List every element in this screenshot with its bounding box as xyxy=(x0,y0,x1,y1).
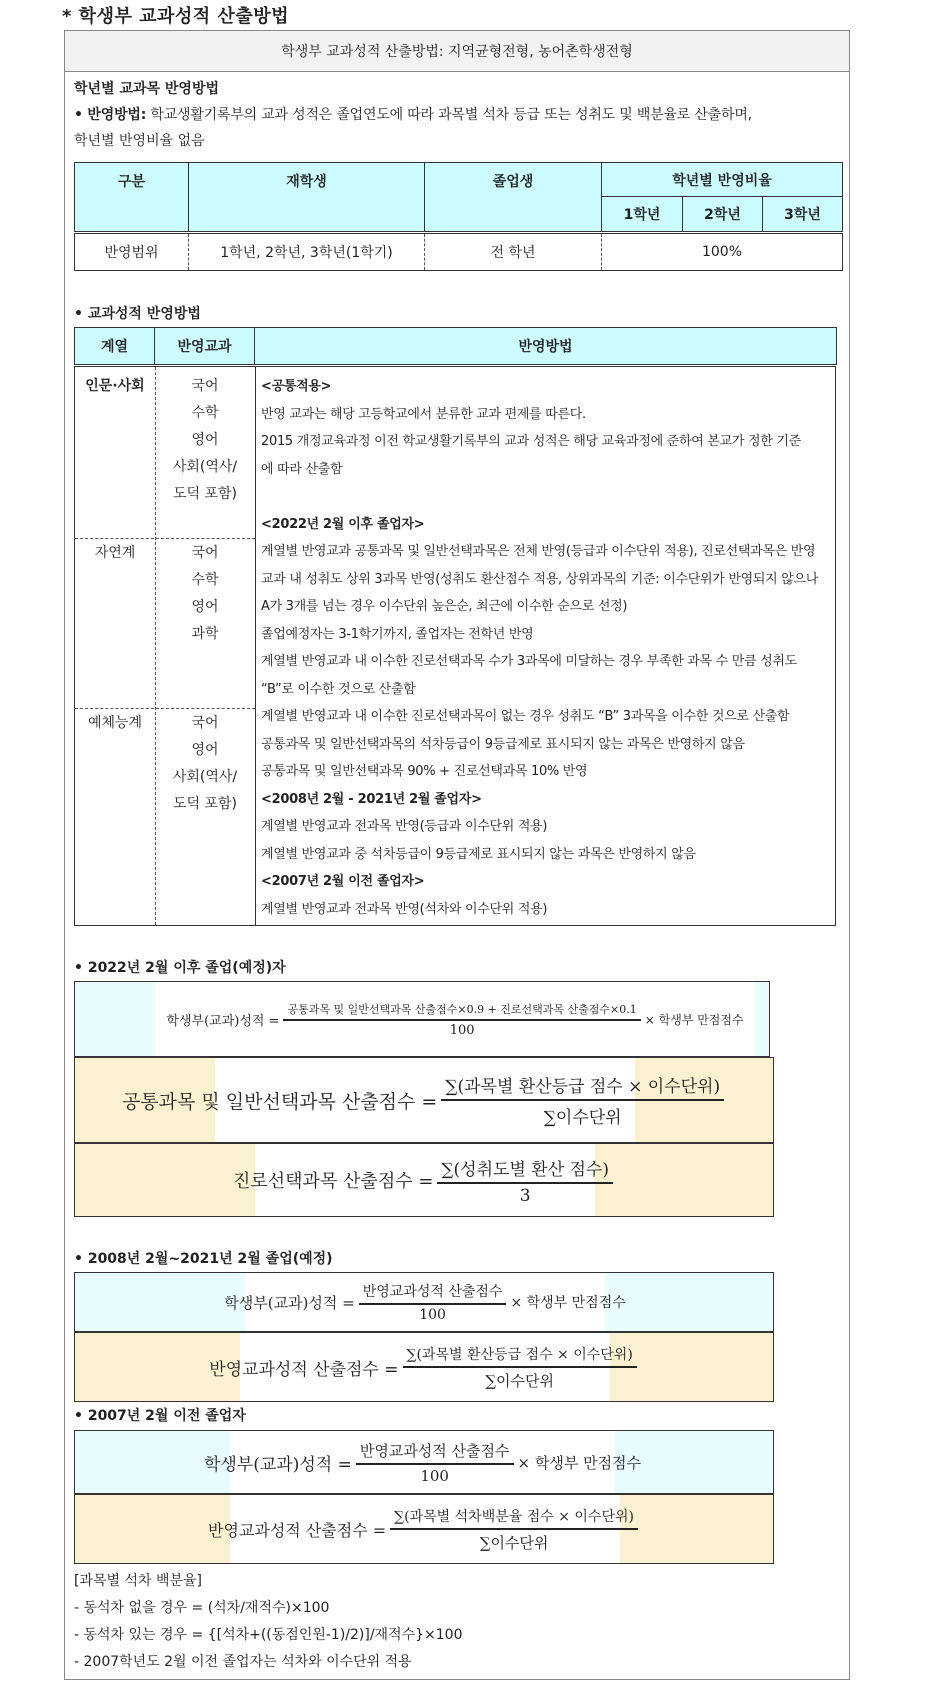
formula-tail: × 학생부 만점점수 xyxy=(644,1012,744,1027)
subject: 국어 xyxy=(191,378,219,394)
method-line: 계열별 반영교과 전과목 반영(등급과 이수단위 적용) xyxy=(261,819,548,834)
method-line: 2015 개정교육과정 이전 학교생활기록부의 교과 성적은 해당 교육과정에 준하여 본교가 정한 기준 xyxy=(261,434,801,449)
formula-reflect xyxy=(209,1333,633,1401)
subject: 영어 xyxy=(191,432,219,448)
page-title: * 학생부 교과성적 산출방법 xyxy=(62,6,289,27)
method-table-header xyxy=(74,327,837,365)
formula-common xyxy=(121,1058,721,1142)
formula-fraction xyxy=(390,1506,638,1553)
section1-bullet xyxy=(74,102,844,128)
subjects-column xyxy=(155,367,256,925)
formula-denominator: ∑이수단위 xyxy=(485,1371,554,1390)
formula-fraction xyxy=(283,1001,640,1038)
row-label: 반영범위 xyxy=(75,234,189,271)
formula-box xyxy=(74,1143,774,1217)
formula-denominator: 100 xyxy=(449,1022,475,1038)
method-line: 공통과목 및 일반선택과목 90% + 진로선택과목 10% 반영 xyxy=(261,764,588,779)
method-line: 계열별 반영교과 전과목 반영(석차와 이수단위 적용) xyxy=(261,901,548,917)
method-table-body xyxy=(74,366,836,926)
col-track: 계열 xyxy=(75,328,155,365)
formula-total xyxy=(203,1431,642,1493)
formula-numerator: ∑(과목별 석차백분율 점수 × 이수단위) xyxy=(390,1506,638,1530)
bullet-text: 학교생활기록부의 교과 성적은 졸업연도에 따라 과목별 석차 등급 또는 성취도 및 백분율로 산출하며, xyxy=(146,107,752,123)
formula-denominator: 100 xyxy=(420,1466,449,1485)
formula-denominator: 100 xyxy=(419,1307,446,1323)
formula-box xyxy=(74,1430,774,1494)
formula-lhs: 학생부(교과)성적 = xyxy=(224,1293,355,1312)
method-line: A가 3개를 넘는 경우 이수단위 높은순, 최근에 이수한 순으로 선정) xyxy=(261,599,628,614)
formula-box xyxy=(74,981,770,1057)
ratio-table-body xyxy=(74,233,843,271)
formula-denominator: ∑이수단위 xyxy=(479,1533,549,1552)
col-current: 재학생 xyxy=(189,163,425,232)
track-separator xyxy=(75,708,255,709)
subject: 영어 xyxy=(191,599,219,615)
track-name: 자연계 xyxy=(94,545,136,561)
note-line: [과목별 석차 백분율] xyxy=(74,1573,203,1589)
subject: 도덕 포함) xyxy=(172,486,237,502)
method-line: 교과 내 성취도 상위 3과목 반영(성취도 환산점수 적용, 상위과목의 기준: 이수단위가 반영되지 않으나 xyxy=(261,571,818,587)
formula-fraction xyxy=(356,1440,514,1485)
subject: 과학 xyxy=(191,626,219,642)
col-g3: 3학년 xyxy=(763,197,843,232)
col-ratio: 학년별 반영비율 xyxy=(602,163,843,197)
method-line xyxy=(261,483,835,511)
subject: 국어 xyxy=(191,545,219,561)
method-line: “B”로 이수한 것으로 산출함 xyxy=(261,681,416,697)
subject: 수학 xyxy=(191,572,219,588)
formula-lhs: 반영교과성적 산출점수 = xyxy=(208,1520,387,1540)
method-line: <공통적용> xyxy=(261,379,332,394)
formula-box xyxy=(74,1332,774,1402)
subject: 영어 xyxy=(191,742,219,758)
col-method: 반영방법 xyxy=(255,328,837,365)
bullet-label: • 반영방법: xyxy=(74,107,147,123)
formula-career xyxy=(233,1144,609,1216)
formula-reflect xyxy=(208,1495,634,1563)
method-line: <2008년 2월 - 2021년 2월 졸업자> xyxy=(261,791,482,807)
subject: 수학 xyxy=(191,405,219,421)
formula-numerator: ∑(과목별 환산등급 점수 × 이수단위) xyxy=(403,1344,637,1368)
note-line: - 동석차 있는 경우 = {[석차+((동점인원-1)/2)]/재적수}×100 xyxy=(74,1627,463,1643)
formula-lhs: 진로선택과목 산출점수 = xyxy=(233,1171,434,1192)
row-grad: 전 학년 xyxy=(425,234,602,271)
note-line: - 동석차 없을 경우 = (석차/재적수)×100 xyxy=(74,1600,330,1616)
formula-box xyxy=(74,1494,774,1564)
formula-denominator: ∑이수단위 xyxy=(543,1108,622,1128)
method-line: 졸업예정자는 3-1학기까지, 졸업자는 전학년 반영 xyxy=(261,626,534,642)
col-subjects: 반영교과 xyxy=(155,328,255,365)
method-line: 계열별 반영교과 내 이수한 진로선택과목 수가 3과목에 미달하는 경우 부족한 과목 수 만큼 성취도 xyxy=(261,654,797,669)
col-g1: 1학년 xyxy=(602,197,683,232)
formula-tail: × 학생부 만점점수 xyxy=(510,1295,626,1311)
method-text xyxy=(261,373,835,923)
section3-heading: • 2022년 2월 이후 졸업(예정)자 xyxy=(74,960,286,976)
col-g2: 2학년 xyxy=(683,197,763,232)
col-gubun: 구분 xyxy=(75,163,189,232)
formula-lhs: 공통과목 및 일반선택과목 산출점수 = xyxy=(121,1090,438,1113)
track-name: 예체능계 xyxy=(87,715,143,731)
ratio-table-header xyxy=(74,162,843,232)
method-line: 반영 교과는 해당 고등학교에서 분류한 교과 편제를 따른다. xyxy=(261,406,586,422)
method-line: 에 따라 산출함 xyxy=(261,461,343,477)
formula-numerator: 반영교과성적 산출점수 xyxy=(356,1440,514,1465)
track-separator xyxy=(75,538,255,539)
section2-heading: • 교과성적 반영방법 xyxy=(74,306,201,322)
subject: 도덕 포함) xyxy=(172,796,237,812)
subject: 국어 xyxy=(191,715,219,731)
row-current: 1학년, 2학년, 3학년(1학기) xyxy=(189,234,425,271)
formula-denominator: 3 xyxy=(519,1185,531,1206)
formula-lhs: 학생부(교과)성적 = xyxy=(203,1454,352,1475)
col-grad: 졸업생 xyxy=(425,163,602,232)
method-line: 공통과목 및 일반선택과목의 석차등급이 9등급제로 표시되지 않는 과목은 반영하지 않음 xyxy=(261,736,745,752)
section5-heading: • 2007년 2월 이전 졸업자 xyxy=(74,1408,246,1424)
row-ratio: 100% xyxy=(602,234,843,271)
subject: 사회(역사/ xyxy=(172,769,238,785)
formula-fraction xyxy=(403,1344,637,1391)
formula-fraction xyxy=(441,1072,724,1128)
formula-lhs: 학생부(교과)성적 = xyxy=(166,1013,280,1029)
track-column xyxy=(75,367,156,925)
section1-heading: 학년별 교과목 반영방법 xyxy=(74,81,219,97)
formula-numerator: 공통과목 및 일반선택과목 산출점수×0.9 + 진로선택과목 산출점수×0.1 xyxy=(283,1001,640,1021)
formula-fraction xyxy=(437,1155,613,1206)
formula-total xyxy=(224,1273,626,1331)
formula-box xyxy=(74,1272,774,1332)
formula-tail: × 학생부 만점점수 xyxy=(517,1453,642,1472)
formula-total xyxy=(155,982,755,1056)
note-line: - 2007학년도 2월 이전 졸업자는 석차와 이수단위 적용 xyxy=(74,1654,412,1670)
method-line: 계열별 반영교과 내 이수한 진로선택과목이 없는 경우 성취도 “B” 3과목을 이수한 것으로 산출함 xyxy=(261,709,790,724)
formula-lhs: 반영교과성적 산출점수 = xyxy=(209,1359,399,1380)
formula-numerator: ∑(과목별 환산등급 점수 × 이수단위) xyxy=(441,1072,724,1101)
method-line: <2007년 2월 이전 졸업자> xyxy=(261,874,425,889)
track-name: 인문·사회 xyxy=(85,378,145,394)
method-line: 계열별 반영교과 중 석차등급이 9등급제로 표시되지 않는 과목은 반영하지 않음 xyxy=(261,846,696,862)
section4-heading: • 2008년 2월~2021년 2월 졸업(예정) xyxy=(74,1251,333,1267)
formula-numerator: 반영교과성적 산출점수 xyxy=(359,1281,507,1305)
header-banner: 학생부 교과성적 산출방법: 지역균형전형, 농어촌학생전형 xyxy=(65,31,849,72)
method-line: <2022년 2월 이후 졸업자> xyxy=(261,516,425,532)
subject: 사회(역사/ xyxy=(172,459,238,475)
formula-fraction xyxy=(359,1281,507,1323)
section1-bullet-cont: 학년별 반영비율 없음 xyxy=(74,133,205,149)
formula-numerator: ∑(성취도별 환산 점수) xyxy=(437,1155,613,1184)
method-line: 계열별 반영교과 공통과목 및 일반선택과목은 전체 반영(등급과 이수단위 적용), 진로선택과목은 반영 xyxy=(261,544,816,559)
formula-box xyxy=(74,1057,774,1143)
